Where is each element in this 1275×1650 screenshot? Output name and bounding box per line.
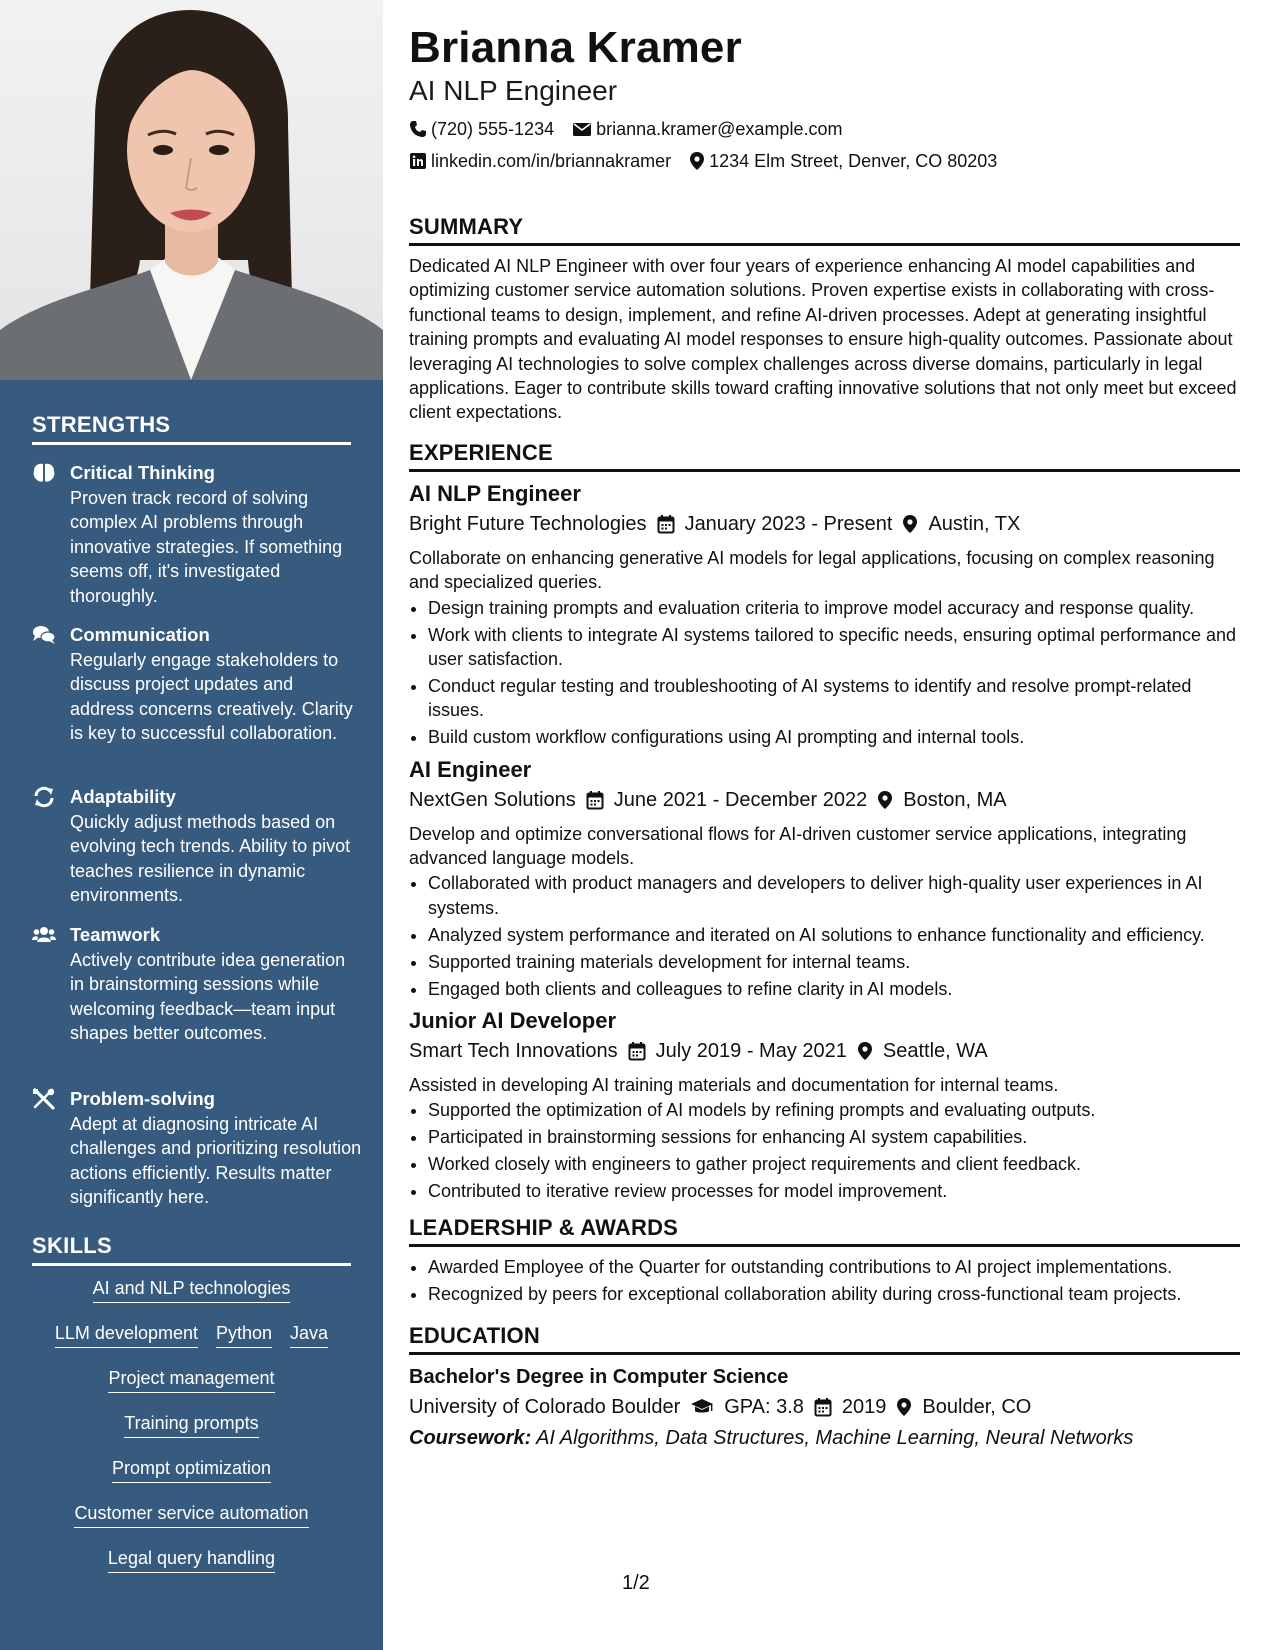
job-bullets	[409, 1098, 1240, 1203]
job-dates: June 2021 - December 2022	[613, 788, 868, 811]
school-location: Boulder, CO	[922, 1395, 1032, 1418]
location-pin-icon	[896, 1397, 912, 1417]
users-icon	[32, 924, 56, 946]
skill-tag: AI and NLP technologies	[93, 1276, 291, 1303]
strength-item	[32, 622, 357, 772]
job-meta	[409, 784, 1240, 816]
location-pin-icon	[689, 151, 705, 171]
job-bullets	[409, 871, 1240, 1001]
job-title: AI NLP Engineer	[409, 480, 581, 506]
brain-icon	[32, 462, 56, 484]
calendar-icon	[628, 1041, 646, 1061]
experience-title: EXPERIENCE	[409, 440, 1240, 472]
main-content	[409, 22, 1240, 1453]
linkedin-icon	[409, 152, 427, 170]
job-bullet: • Engaged both clients and colleagues to refine clarity in AI models.	[428, 977, 1240, 1001]
tools-icon	[32, 1088, 56, 1110]
strength-desc: Quickly adjust methods based on evolving tech trends. Ability to pivot teaches resilience in dynamic environments.	[70, 812, 351, 906]
location-pin-icon	[857, 1041, 873, 1061]
strength-title: Adaptability	[70, 786, 176, 807]
leadership-bullets	[409, 1255, 1240, 1306]
email-link[interactable]: brianna.kramer@example.com	[596, 119, 843, 139]
job-location: Austin, TX	[928, 512, 1021, 535]
job-summary: Assisted in developing AI training materials and documentation for internal teams.	[409, 1074, 1059, 1095]
strength-title: Critical Thinking	[70, 462, 215, 483]
job-summary: Develop and optimize conversational flows for AI-driven customer service applications, integrating advanced language models.	[409, 823, 1187, 868]
job-bullet: • Participated in brainstorming sessions for enhancing AI system capabilities.	[428, 1125, 1240, 1149]
strength-item	[32, 784, 357, 914]
profile-photo	[0, 0, 383, 380]
job-dates: July 2019 - May 2021	[655, 1039, 847, 1062]
candidate-name: Brianna Kramer	[409, 23, 742, 72]
company-name: Bright Future Technologies	[409, 512, 647, 535]
skill-tag: Prompt optimization	[112, 1456, 271, 1483]
strengths-title: STRENGTHS	[32, 412, 351, 445]
phone-number[interactable]: (720) 555-1234	[431, 119, 555, 139]
strength-desc: Proven track record of solving complex AI problems through innovative strategies. If something seems off, it's investigated thoroughly.	[70, 488, 343, 606]
job-bullet: • Collaborated with product managers and developers to deliver high-quality user experiences in AI systems.	[428, 871, 1240, 920]
summary-title: SUMMARY	[409, 214, 1240, 246]
job-meta	[409, 1035, 1240, 1067]
strength-item	[32, 922, 357, 1072]
job-title: AI Engineer	[409, 756, 532, 782]
job-location: Boston, MA	[903, 788, 1007, 811]
coursework	[409, 1423, 1240, 1453]
job-bullet: • Conduct regular testing and troubleshooting of AI systems to identify and resolve prompt-related issues.	[428, 674, 1240, 723]
contact-row-1	[409, 114, 1240, 144]
job-bullet: • Supported the optimization of AI models by refining prompts and evaluating outputs.	[428, 1098, 1240, 1122]
education-title: EDUCATION	[409, 1323, 1240, 1355]
contact-row-2	[409, 146, 1240, 176]
sync-icon	[32, 786, 56, 808]
comments-icon	[32, 624, 56, 646]
leadership-title: LEADERSHIP & AWARDS	[409, 1215, 1240, 1247]
job-entry	[409, 756, 1240, 1001]
company-name: Smart Tech Innovations	[409, 1039, 618, 1062]
leadership-bullet: • Awarded Employee of the Quarter for outstanding contributions to AI project implementations.	[428, 1255, 1240, 1279]
linkedin-link[interactable]: linkedin.com/in/briannakramer	[431, 151, 672, 171]
location-pin-icon	[877, 790, 893, 810]
skills-title: SKILLS	[32, 1233, 351, 1266]
sidebar	[0, 0, 383, 1650]
company-name: NextGen Solutions	[409, 788, 576, 811]
calendar-icon	[657, 514, 675, 534]
strength-title: Communication	[70, 624, 210, 645]
job-bullet: • Analyzed system performance and iterated on AI solutions to enhance functionality and efficiency.	[428, 923, 1240, 947]
summary-text: Dedicated AI NLP Engineer with over four years of experience enhancing AI model capabilities and optimizing customer service automation solutions. Proven expertise exists in collaborating with cross-functional teams to design, implement, and refine AI-driven processes. Adept at generating insightful training prompts and evaluating AI model responses to ensure high-quality outcomes. Passionate about leveraging AI technologies to solve complex challenges across diverse domains, particularly in legal applications. Eager to contribute skills toward crafting innovative solutions that not only meet but exceed client expectations.	[409, 256, 1237, 423]
skill-tag: Project management	[108, 1366, 274, 1393]
job-bullet: • Supported training materials development for internal teams.	[428, 950, 1240, 974]
strength-desc: Regularly engage stakeholders to discuss project updates and address concerns creatively. Clarity is key to successful collaboration.	[70, 650, 353, 744]
leadership-bullet: • Recognized by peers for exceptional collaboration ability during cross-functional team projects.	[428, 1282, 1240, 1306]
job-bullet: • Design training prompts and evaluation criteria to improve model accuracy and response quality.	[428, 596, 1240, 620]
education-meta	[409, 1391, 1240, 1423]
skill-tag: Python	[216, 1321, 272, 1348]
skill-tag: LLM development	[55, 1321, 198, 1348]
skill-tag: Customer service automation	[74, 1501, 308, 1528]
job-bullet: • Build custom workflow configurations using AI prompting and internal tools.	[428, 725, 1240, 749]
skill-tag: Java	[290, 1321, 328, 1348]
strength-title: Teamwork	[70, 924, 161, 945]
page-number: 1/2	[622, 1572, 650, 1594]
job-summary: Collaborate on enhancing generative AI models for legal applications, focusing on complex reasoning and specialized queries.	[409, 547, 1215, 593]
phone-icon	[409, 120, 427, 138]
graduation-cap-icon	[690, 1398, 714, 1416]
skill-tag: Training prompts	[124, 1411, 258, 1438]
gpa: GPA: 3.8	[724, 1395, 804, 1418]
job-bullet: • Contributed to iterative review processes for model improvement.	[428, 1179, 1240, 1203]
coursework-label: Coursework:	[409, 1426, 532, 1449]
calendar-icon	[814, 1397, 832, 1417]
job-entry	[409, 1007, 1240, 1204]
job-bullet: • Work with clients to integrate AI systems tailored to specific needs, ensuring optimal performance and user satisfaction.	[428, 623, 1240, 672]
strength-item	[32, 460, 357, 610]
job-location: Seattle, WA	[882, 1039, 988, 1062]
job-dates: January 2023 - Present	[684, 512, 893, 535]
calendar-icon	[586, 790, 604, 810]
candidate-role: AI NLP Engineer	[409, 75, 618, 106]
address: 1234 Elm Street, Denver, CO 80203	[709, 151, 998, 171]
location-pin-icon	[902, 514, 918, 534]
envelope-icon	[572, 121, 592, 137]
coursework-list: AI Algorithms, Data Structures, Machine Learning, Neural Networks	[536, 1426, 1134, 1449]
strength-desc: Actively contribute idea generation in brainstorming sessions while welcoming feedback—team input shapes better outcomes.	[70, 950, 346, 1044]
job-entry	[409, 480, 1240, 750]
degree: Bachelor's Degree in Computer Science	[409, 1365, 789, 1388]
skills-list	[32, 1276, 351, 1591]
job-meta	[409, 508, 1240, 540]
strength-item	[32, 1086, 362, 1216]
job-title: Junior AI Developer	[409, 1007, 617, 1033]
skill-tag: Legal query handling	[108, 1546, 275, 1573]
school-name: University of Colorado Boulder	[409, 1395, 681, 1418]
strength-desc: Adept at diagnosing intricate AI challenges and prioritizing resolution actions efficiently. Results matter significantly here.	[70, 1114, 362, 1208]
graduation-year: 2019	[841, 1395, 887, 1418]
strength-title: Problem-solving	[70, 1088, 215, 1109]
job-bullet: • Worked closely with engineers to gather project requirements and client feedback.	[428, 1152, 1240, 1176]
job-bullets	[409, 596, 1240, 750]
